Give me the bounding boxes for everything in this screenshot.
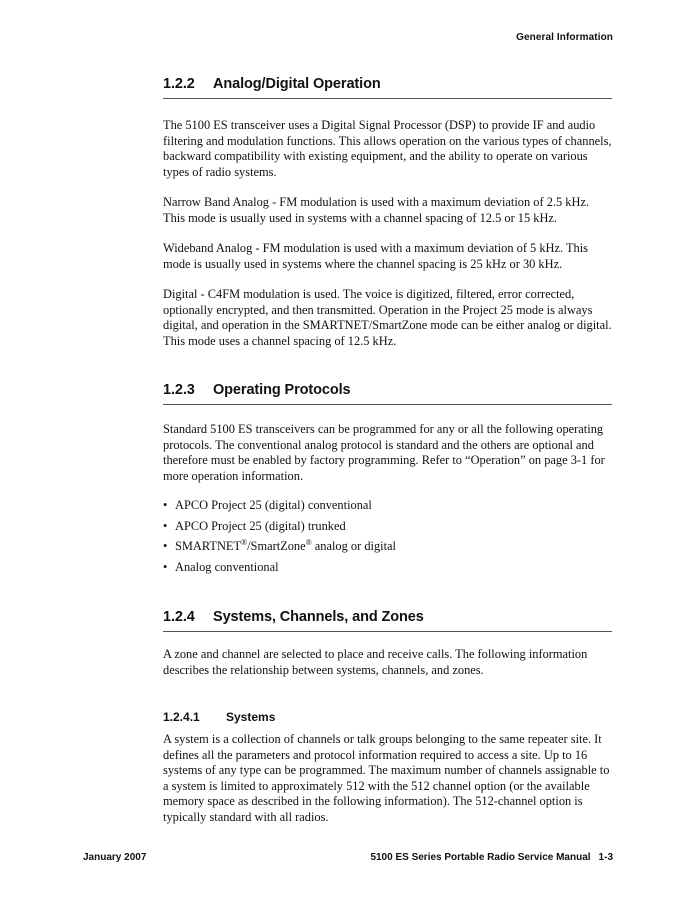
paragraph-narrow-band-analog: Narrow Band Analog - FM modulation is used with a maximum deviation of 2.5 kHz. This mode is usually used in systems with a channel spacing of 12.5 or 15 kHz. <box>163 195 590 225</box>
running-header: General Information <box>516 32 613 43</box>
paragraph-systems: A system is a collection of channels or talk groups belonging to the same repeater site. It defines all the parameters and protocol information required to access a site. Up to 16 systems of any type can be programmed. The maximum number of channels assignable to a system is limited to approximately 512 with the 512 channel option (or the available memory space as described in the following information). The 512-channel option is typically standard with all radios. <box>163 732 610 824</box>
paragraph-wideband-analog: Wideband Analog - FM modulation is used with a maximum deviation of 5 kHz. This mode is usually used in systems where the channel spacing is 25 kHz or 30 kHz. <box>163 241 588 271</box>
section-title: Operating Protocols <box>213 382 351 398</box>
list-item: • Analog conventional <box>163 559 279 574</box>
paragraph-operating-protocols: Standard 5100 ES transceivers can be programmed for any or all the following operating protocols. The conventional analog protocol is standard and the others are optional and therefore must be enabled by factory programming. Refer to “Operation” on page 3-1 for more operation information. <box>163 422 605 483</box>
page-number: 1-3 <box>598 852 613 863</box>
registered-mark: ® <box>241 537 248 547</box>
subsection-title: Systems <box>226 710 276 724</box>
section-number: 1.2.2 <box>163 76 195 92</box>
section-heading-1-2-4 <box>163 609 612 632</box>
protocol-list <box>163 498 612 580</box>
footer-date: January 2007 <box>83 852 147 863</box>
bullet-icon: • <box>163 539 168 553</box>
section-title: Systems, Channels, and Zones <box>213 609 424 625</box>
list-item: • SMARTNET®/SmartZone® analog or digital <box>163 537 396 553</box>
subsection-number: 1.2.4.1 <box>163 710 200 724</box>
bullet-icon: • <box>163 498 168 512</box>
bullet-icon: • <box>163 518 168 533</box>
page-content <box>163 76 612 825</box>
section-heading-1-2-3 <box>163 382 612 405</box>
subsection-heading-1-2-4-1 <box>163 710 612 724</box>
registered-mark: ® <box>305 537 312 547</box>
paragraph-digital-c4fm: Digital - C4FM modulation is used. The voice is digitized, filtered, error corrected, optionally encrypted, and then transmitted. Operation in the Project 25 mode is always digital, and operation in the SMARTNET/SmartZone mode can be either analog or digital. This mode uses a channel spacing of 12.5 kHz. <box>163 287 612 348</box>
section-number: 1.2.4 <box>163 609 195 625</box>
section-title: Analog/Digital Operation <box>213 76 381 92</box>
paragraph-dsp-intro: The 5100 ES transceiver uses a Digital Signal Processor (DSP) to provide IF and audio filtering and modulation functions. This allows operation on the various types of channels, backward compatibility with existing equipment, and the ability to operate on various types of radio systems. <box>163 118 612 179</box>
section-heading-1-2-2 <box>163 76 612 99</box>
list-item: • APCO Project 25 (digital) trunked <box>163 518 346 533</box>
footer-manual-info <box>370 852 613 863</box>
list-item: • APCO Project 25 (digital) conventional <box>163 498 372 512</box>
footer-manual-title: 5100 ES Series Portable Radio Service Manual <box>370 852 591 863</box>
section-number: 1.2.3 <box>163 382 195 398</box>
paragraph-zones-intro: A zone and channel are selected to place and receive calls. The following information describes the relationship between systems, channels, and zones. <box>163 647 588 677</box>
bullet-icon: • <box>163 559 168 574</box>
